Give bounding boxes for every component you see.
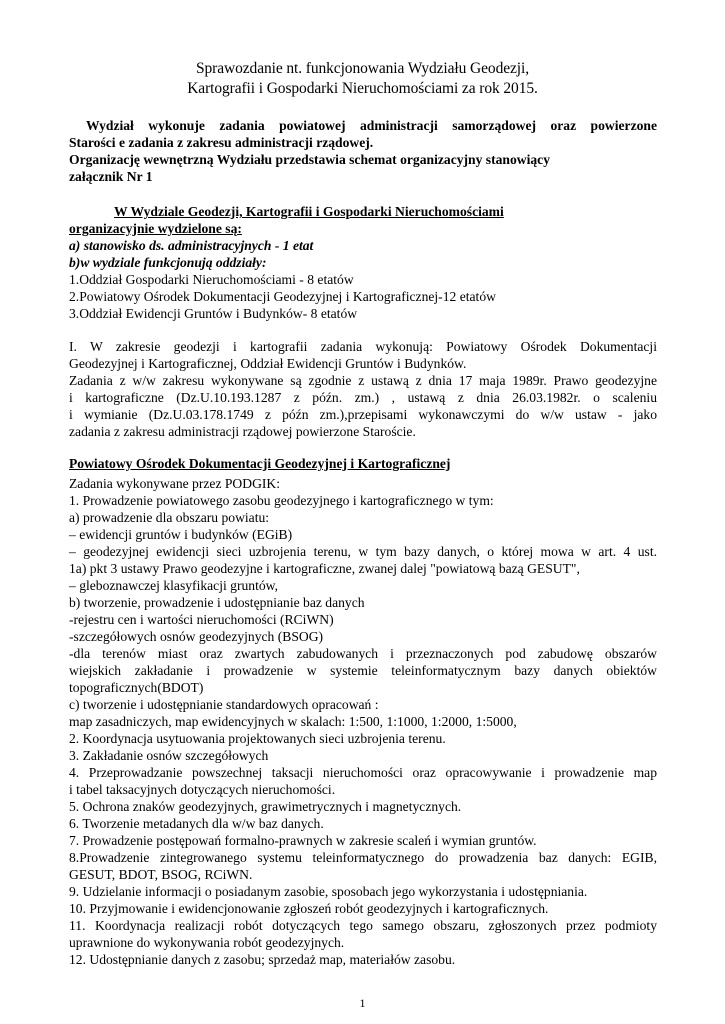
org-heading: W Wydziale Geodezji, Kartografii i Gospodarki Nieruchomościami xyxy=(114,204,504,219)
org-unit: 1.Oddział Gospodarki Nieruchomościami - 8 etatów xyxy=(69,272,354,287)
org-heading-2: organizacyjnie wydzielone są: xyxy=(69,221,242,236)
podgik-line: -rejestru cen i wartości nieruchomości (RCiWN) xyxy=(69,612,334,627)
podgik-line: 11. Koordynacja realizacji robót dotyczących tego samego obszaru, zgłoszonych przez podmioty xyxy=(69,918,657,933)
podgik-line: 10. Przyjmowanie i ewidencjonowanie zgłoszeń robót geodezyjnych i kartograficznych. xyxy=(69,901,549,916)
podgik-line: map zasadniczych, map ewidencyjnych w skalach: 1:500, 1:1000, 1:2000, 1:5000, xyxy=(69,714,517,729)
section1-line: i wymianie (Dz.U.03.178.1749 z późn zm.),przepisami wykonawczymi do w/w ustaw - jako xyxy=(69,407,657,422)
podgik-line: GESUT, BDOT, BSOG, RCiWN. xyxy=(69,867,253,882)
podgik-line: uprawnione do wykonywania robót geodezyjnych. xyxy=(69,935,345,950)
podgik-line: 4. Przeprowadzanie powszechnej taksacji nieruchomości oraz opracowywanie i prowadzenie map xyxy=(69,765,657,780)
section1-line: Zadania z w/w zakresu wykonywane są zgodnie z ustawą z dnia 17 maja 1989r. Prawo geodezyjne xyxy=(69,373,657,388)
podgik-line: Zadania wykonywane przez PODGIK: xyxy=(69,476,281,491)
podgik-line: i tabel taksacyjnych dotyczących nieruchomości. xyxy=(69,782,336,797)
podgik-line: a) prowadzenie dla obszaru powiatu: xyxy=(69,510,270,525)
podgik-heading: Powiatowy Ośrodek Dokumentacji Geodezyjnej i Kartograficznej xyxy=(69,456,451,471)
podgik-line: 7. Prowadzenie postępowań formalno-prawnych w zakresie scaleń i wymian gruntów. xyxy=(69,833,537,848)
podgik-line: 5. Ochrona znaków geodezyjnych, grawimetrycznych i magnetycznych. xyxy=(69,799,462,814)
podgik-line: – ewidencji gruntów i budynków (EGiB) xyxy=(69,527,293,542)
intro-line: Wydział wykonuje zadania powiatowej administracji samorządowej oraz powierzone xyxy=(86,118,657,133)
podgik-line: 2. Koordynacja usytuowania projektowanych sieci uzbrojenia terenu. xyxy=(69,731,446,746)
podgik-line: -szczegółowych osnów geodezyjnych (BSOG) xyxy=(69,629,324,644)
podgik-line: -dla terenów miast oraz zwartych zabudowanych i przeznaczonych pod zabudowę obszarów xyxy=(69,646,657,661)
page-number: 1 xyxy=(359,996,366,1010)
podgik-line: – gleboznawczej klasyfikacji gruntów, xyxy=(69,578,278,593)
podgik-line: 12. Udostępnianie danych z zasobu; sprzedaż map, materiałów zasobu. xyxy=(69,952,456,967)
podgik-line: b) tworzenie, prowadzenie i udostępnianie baz danych xyxy=(69,595,365,610)
intro-line: Starości e zadania z zakresu administracji rządowej. xyxy=(69,135,374,150)
section1-line: I. W zakresie geodezji i kartografii zadania wykonują: Powiatowy Ośrodek Dokumentacji xyxy=(69,339,657,354)
intro-line: Organizację wewnętrzną Wydziału przedstawia schemat organizacyjny stanowiący xyxy=(69,152,550,167)
section1-line: i kartograficzne (Dz.U.10.193.1287 z późn. zm.) , ustawą z dnia 26.03.1982r. o scaleniu xyxy=(69,390,657,405)
podgik-line: 1. Prowadzenie powiatowego zasobu geodezyjnego i kartograficznego w tym: xyxy=(69,493,494,508)
podgik-line: 8.Prowadzenie zintegrowanego systemu teleinformatycznego do prowadzenia baz danych: EGIB, xyxy=(69,850,657,865)
podgik-line: 9. Udzielanie informacji o posiadanym zasobie, sposobach jego wykorzystania i udostępniania. xyxy=(69,884,588,899)
podgik-line: topograficznych(BDOT) xyxy=(69,680,204,695)
podgik-line: wiejskich zakładanie i prowadzenie w systemie teleinformatycznym bazy danych obiektów xyxy=(69,663,657,678)
org-unit: 3.Oddział Ewidencji Gruntów i Budynków- 8 etatów xyxy=(69,306,358,321)
document-title-line-1: Sprawozdanie nt. funkcjonowania Wydziału Geodezji, xyxy=(196,60,529,77)
podgik-line: 6. Tworzenie metadanych dla w/w baz danych. xyxy=(69,816,324,831)
org-item-b: b)w wydziale funkcjonują oddziały: xyxy=(69,255,267,270)
podgik-line: 3. Zakładanie osnów szczegółowych xyxy=(69,748,269,763)
podgik-line: 1a) pkt 3 ustawy Prawo geodezyjne i kartograficzne, zwanej dalej "powiatową bazą GESUT", xyxy=(69,561,580,576)
podgik-line: c) tworzenie i udostępnianie standardowych opracowań : xyxy=(69,697,379,712)
document-title-line-2: Kartografii i Gospodarki Nieruchomościami za rok 2015. xyxy=(187,80,538,97)
podgik-line: – geodezyjnej ewidencji sieci uzbrojenia terenu, w tym bazy danych, o której mowa w art. 4 ust. xyxy=(69,544,657,559)
intro-line: załącznik Nr 1 xyxy=(69,169,153,184)
section1-line: zadania z zakresu administracji rządowej powierzone Staroście. xyxy=(69,424,416,439)
org-item-a: a) stanowisko ds. administracyjnych - 1 etat xyxy=(69,238,314,253)
org-unit: 2.Powiatowy Ośrodek Dokumentacji Geodezyjnej i Kartograficznej-12 etatów xyxy=(69,289,496,304)
section1-line: Geodezyjnej i Kartograficznej, Oddział Ewidencji Gruntów i Budynków. xyxy=(69,356,467,371)
